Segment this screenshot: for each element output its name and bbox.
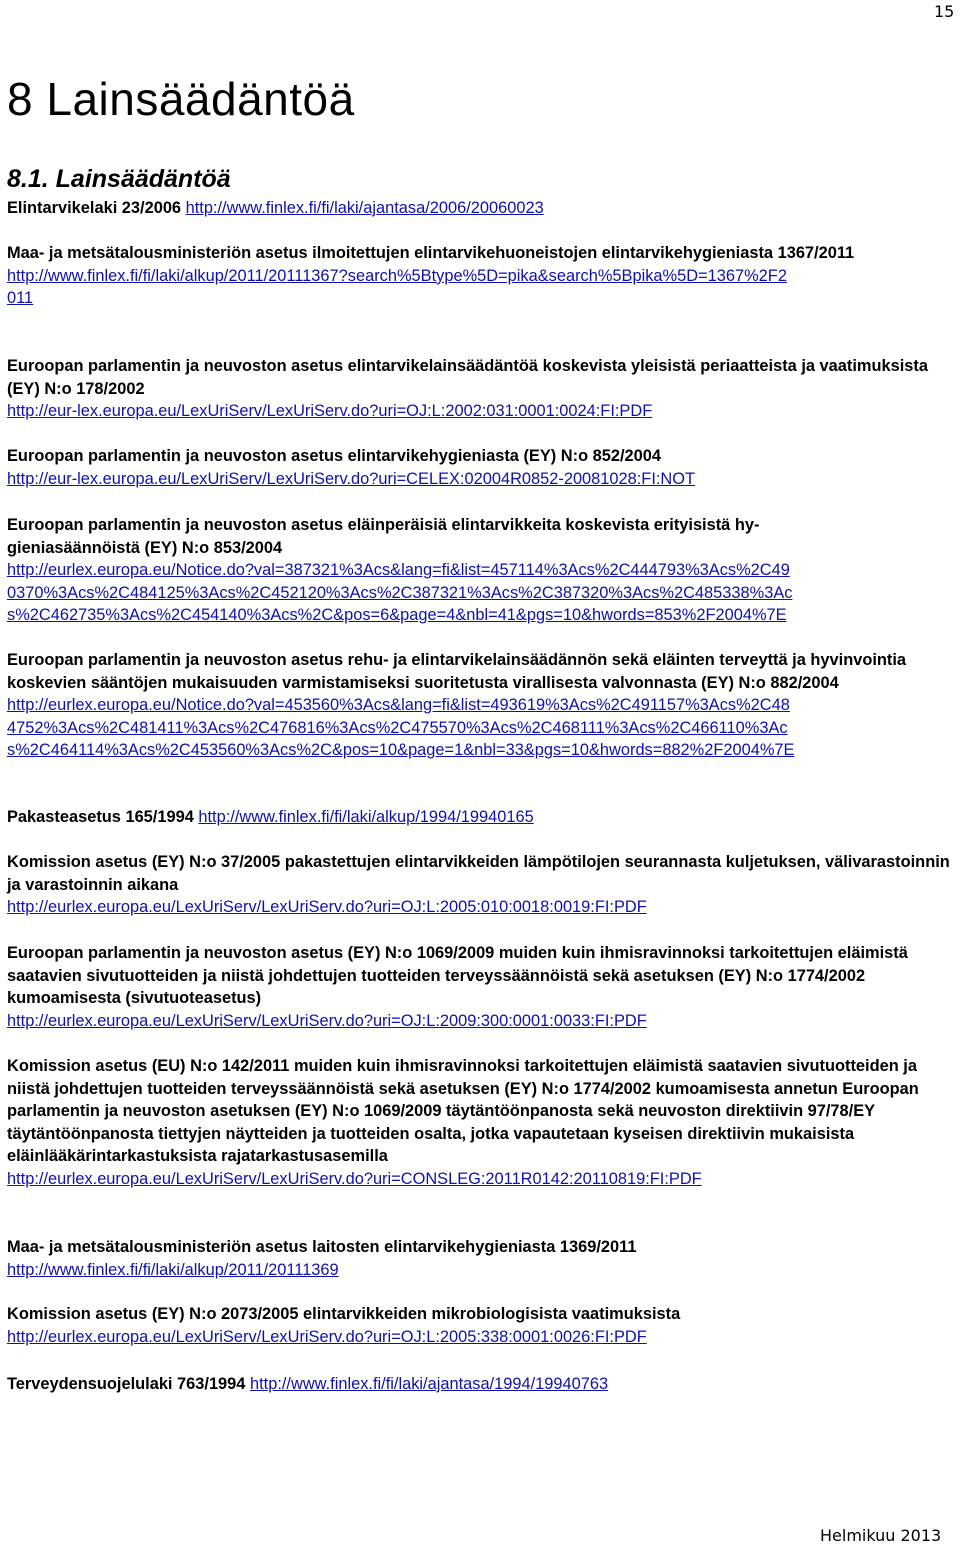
legislation-entry — [7, 514, 955, 627]
legislation-entry — [7, 445, 955, 490]
entry-link[interactable]: http://eurlex.europa.eu/LexUriServ/LexUriServ.do?uri=CONSLEG:2011R0142:20110819:FI:PDF — [7, 1169, 702, 1188]
entry-description: Terveydensuojelulaki 763/1994 — [7, 1375, 246, 1393]
entry-link-line: 4752%3Acs%2C481411%3Acs%2C476816%3Acs%2C475570%3Acs%2C468111%3Acs%2C466110%3Ac — [7, 718, 788, 737]
entry-link[interactable]: http://eurlex.europa.eu/LexUriServ/LexUriServ.do?uri=OJ:L:2005:010:0018:0019:FI:PDF — [7, 898, 647, 916]
entry-link[interactable]: http://www.finlex.fi/fi/laki/ajantasa/2006/20060023 — [185, 199, 544, 217]
entry-description — [7, 514, 955, 559]
entry-link-line: http://www.finlex.fi/fi/laki/alkup/2011/20111367?search%5Btype%5D=pika&search%5Bpika%5D=1367%2F2 — [7, 266, 787, 285]
entry-link-line: http://eurlex.europa.eu/Notice.do?val=387321%3Acs&lang=fi&list=457114%3Acs%2C444793%3Acs%2C49 — [7, 561, 790, 579]
entry-link-line: http://eurlex.europa.eu/Notice.do?val=453560%3Acs&lang=fi&list=493619%3Acs%2C491157%3Acs%2C48 — [7, 696, 790, 714]
entry-link-line: 0370%3Acs%2C484125%3Acs%2C452120%3Acs%2C387321%3Acs%2C387320%3Acs%2C485338%3Ac — [7, 583, 793, 602]
page-number: 15 — [934, 2, 955, 21]
entry-link-wrapper — [7, 265, 955, 310]
entry-description: Elintarvikelaki 23/2006 — [7, 199, 182, 217]
legislation-entry — [7, 1055, 955, 1190]
entry-description-line: Euroopan parlamentin ja neuvoston asetus eläinperäisiä elintarvikkeita koskevista erityisistä hy- — [7, 516, 760, 534]
entry-link[interactable]: http://eur-lex.europa.eu/LexUriServ/LexUriServ.do?uri=OJ:L:2002:031:0001:0024:FI:PDF — [7, 402, 653, 420]
entry-link[interactable]: http://eur-lex.europa.eu/LexUriServ/LexUriServ.do?uri=CELEX:02004R0852-20081028:FI:NOT — [7, 469, 696, 488]
entry-link[interactable] — [7, 559, 955, 627]
entry-link[interactable]: http://www.finlex.fi/fi/laki/ajantasa/1994/19940763 — [249, 1375, 609, 1393]
legislation-entry — [7, 851, 955, 919]
legislation-entry — [7, 197, 955, 220]
legislation-entry — [7, 1236, 955, 1281]
entry-link[interactable]: http://eurlex.europa.eu/LexUriServ/LexUriServ.do?uri=OJ:L:2005:338:0001:0026:FI:PDF — [7, 1327, 647, 1346]
entry-link[interactable] — [7, 694, 955, 762]
entry-link[interactable]: http://eurlex.europa.eu/LexUriServ/LexUriServ.do?uri=OJ:L:2009:300:0001:0033:FI:PDF — [7, 1011, 647, 1030]
entry-link[interactable]: http://www.finlex.fi/fi/laki/alkup/1994/19940165 — [198, 808, 534, 826]
page-footer: Helmikuu 2013 — [820, 1526, 942, 1545]
entry-description: Euroopan parlamentin ja neuvoston asetus (EY) N:o 1069/2009 muiden kuin ihmisravinnoksi tarkoitettujen eläimistä saatavien sivutuotteiden ja niistä johdettujen tuotteiden terveyssäännöistä sekä asetuksen (EY) N:o 1774/2002 kumoamisesta (sivutuoteasetus) — [7, 944, 908, 1007]
entry-description: Komission asetus (EY) N:o 37/2005 pakastettujen elintarvikkeiden lämpötilojen seurannasta kuljetuksen, välivarastoinnin ja varastoinnin aikana — [7, 853, 950, 894]
entry-description: Euroopan parlamentin ja neuvoston asetus elintarvikehygieniasta (EY) N:o 852/2004 — [7, 447, 662, 465]
legislation-entry — [7, 355, 955, 423]
entry-description: Maa- ja metsätalousministeriön asetus laitosten elintarvikehygieniasta 1369/2011 — [7, 1238, 637, 1256]
entry-description: Komission asetus (EU) N:o 142/2011 muiden kuin ihmisravinnoksi tarkoitettujen eläimistä saatavien sivutuotteiden ja niistä johdettujen tuotteiden terveyssäännöistä sekä asetuksen (EY) N:o 1774/2002 kumoamisesta annetun Euroopan parlamentin ja neuvoston asetuksen (EY) N:o 1069/2009 täytäntöönpanosta sekä neuvoston direktiivin 97/78/EY täytäntöönpanosta tiettyjen näytteiden ja tuotteiden osalta, jotka vapautetaan kyseisen direktiivin mukaisista eläinlääkärintarkastuksista rajatarkastusasemilla — [7, 1057, 919, 1165]
legislation-entry — [7, 1373, 955, 1396]
legislation-entry — [7, 942, 955, 1032]
entry-link[interactable]: http://www.finlex.fi/fi/laki/alkup/2011/20111369 — [7, 1260, 339, 1279]
entry-description-line: gieniasäännöistä (EY) N:o 853/2004 — [7, 538, 283, 557]
entry-link-line: s%2C462735%3Acs%2C454140%3Acs%2C&pos=6&page=4&nbl=41&pgs=10&hwords=853%2F2004%7E — [7, 606, 787, 624]
entry-link-line: 011 — [7, 289, 34, 307]
legislation-entry — [7, 649, 955, 762]
section-title: 8.1. Lainsäädäntöä — [7, 165, 231, 193]
entry-link[interactable] — [7, 267, 787, 308]
entry-description: Komission asetus (EY) N:o 2073/2005 elintarvikkeiden mikrobiologisista vaatimuksista — [7, 1305, 681, 1323]
entry-description: Maa- ja metsätalousministeriön asetus ilmoitettujen elintarvikehuoneistojen elintarvikehygieniasta 1367/2011 — [7, 244, 855, 262]
chapter-title: 8 Lainsäädäntöä — [7, 73, 355, 125]
legislation-entry — [7, 1303, 955, 1348]
legislation-entry — [7, 806, 955, 829]
entry-description: Euroopan parlamentin ja neuvoston asetus elintarvikelainsäädäntöä koskevista yleisistä periaatteista ja vaatimuksista (EY) N:o 178/2002 — [7, 357, 928, 398]
entry-link-line: s%2C464114%3Acs%2C453560%3Acs%2C&pos=10&page=1&nbl=33&pgs=10&hwords=882%2F2004%7E — [7, 741, 795, 759]
entry-description: Pakasteasetus 165/1994 — [7, 808, 194, 826]
entry-description: Euroopan parlamentin ja neuvoston asetus rehu- ja elintarvikelainsäädännön sekä eläinten terveyttä ja hyvinvointia koskevien sääntöjen mukaisuuden varmistamiseksi suoritetusta virallisesta valvonnasta (EY) N:o 882/2004 — [7, 651, 907, 692]
legislation-entry — [7, 242, 955, 310]
